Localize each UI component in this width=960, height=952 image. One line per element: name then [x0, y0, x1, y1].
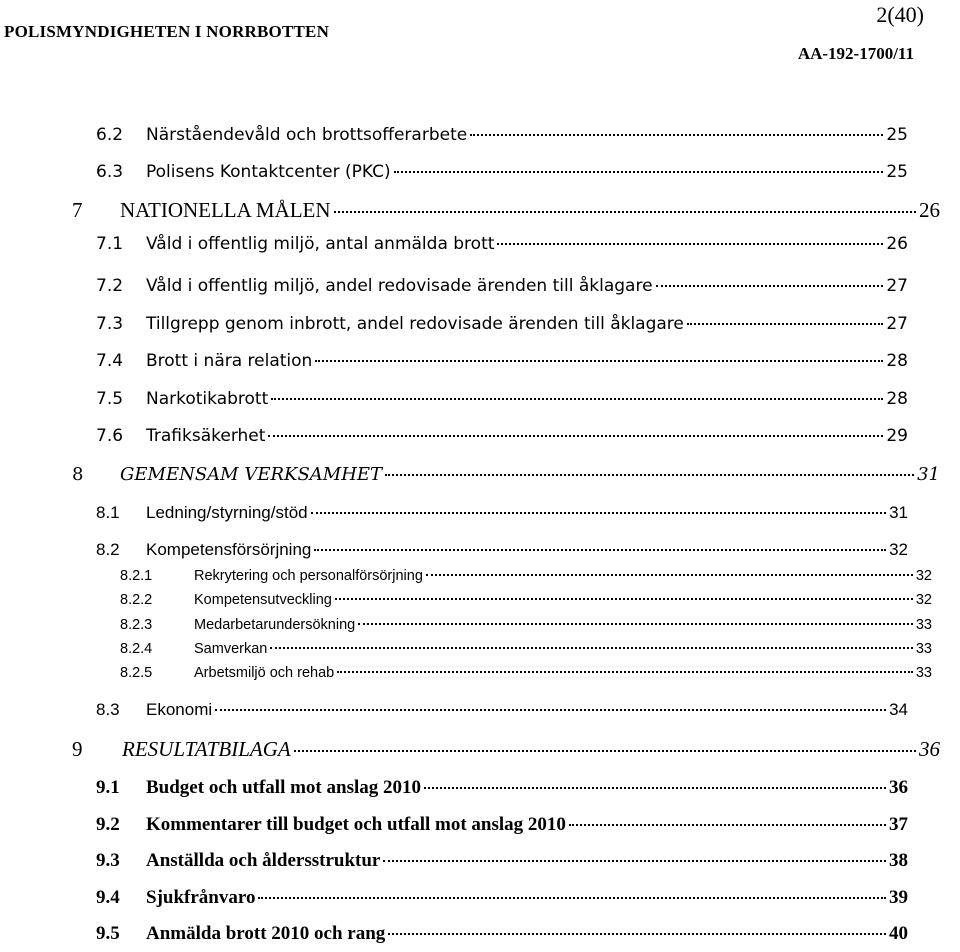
toc-entry-page: 31	[917, 464, 940, 485]
toc-entry-number: 8.2.5	[120, 665, 153, 681]
dot-leader	[426, 574, 913, 576]
toc-entry-page: 37	[889, 814, 908, 835]
dot-leader	[337, 671, 913, 673]
toc-entry-7-5[interactable]	[96, 389, 908, 409]
dot-leader	[314, 549, 886, 551]
toc-entry-number: 8.2	[96, 540, 120, 559]
toc-entry-title: GEMENSAM VERKSAMHET	[120, 464, 383, 485]
toc-entry-page: 26	[886, 234, 908, 254]
toc-entry-number: 7.6	[96, 426, 124, 446]
toc-entry-8-1[interactable]	[96, 503, 908, 523]
dot-leader	[383, 860, 886, 862]
toc-entry-7-2[interactable]	[96, 276, 908, 296]
toc-entry-number: 9.1	[96, 777, 120, 798]
dot-leader	[271, 398, 883, 400]
dot-leader	[268, 435, 883, 437]
toc-entry-9-2[interactable]	[96, 814, 908, 836]
toc-entry-page: 36	[919, 737, 940, 761]
toc-entry-title: Narkotikabrott	[146, 389, 269, 409]
toc-entry-page: 39	[889, 887, 908, 908]
toc-entry-number: 6.3	[96, 162, 124, 182]
toc-entry-9-4[interactable]	[96, 887, 908, 909]
dot-leader	[215, 709, 886, 711]
toc-entry-title: Anmälda brott 2010 och rang	[146, 923, 386, 944]
toc-entry-7-1[interactable]	[96, 234, 908, 254]
dot-leader	[569, 824, 886, 826]
organization-name: POLISMYNDIGHETEN I NORRBOTTEN	[4, 22, 330, 41]
toc-entry-title: Trafiksäkerhet	[146, 426, 266, 446]
dot-leader	[394, 171, 884, 173]
dot-leader	[656, 285, 884, 287]
dot-leader	[315, 360, 883, 362]
toc-entry-number: 9.5	[96, 923, 120, 944]
toc-entry-number: 9.3	[96, 850, 120, 871]
toc-entry-number: 8.3	[96, 700, 120, 719]
toc-entry-page: 25	[886, 125, 908, 145]
toc-entry-7-3[interactable]	[96, 314, 908, 334]
toc-entry-8-2-5[interactable]	[120, 665, 932, 681]
dot-leader	[258, 897, 886, 899]
toc-entry-title: Kompetensutveckling	[194, 592, 332, 608]
toc-entry-page: 28	[886, 389, 908, 409]
toc-entry-page: 32	[915, 568, 932, 584]
toc-entry-8-2-2[interactable]	[120, 592, 932, 608]
toc-entry-title: RESULTATBILAGA	[122, 737, 291, 761]
toc-entry-9-5[interactable]	[96, 923, 908, 945]
dot-leader	[335, 598, 913, 600]
dot-leader	[270, 647, 913, 649]
toc-entry-number: 7.4	[96, 351, 124, 371]
toc-entry-title: Arbetsmiljö och rehab	[194, 665, 335, 681]
dot-leader	[388, 933, 886, 935]
toc-entry-page: 33	[915, 617, 932, 633]
dot-leader	[385, 474, 914, 476]
toc-entry-page: 31	[889, 503, 908, 522]
dot-leader	[294, 750, 916, 752]
toc-entry-number: 9	[72, 737, 83, 761]
toc-entry-title: Våld i offentlig miljö, antal anmälda brott	[146, 234, 495, 254]
toc-entry-title: Sjukfrånvaro	[146, 887, 256, 908]
toc-entry-title: Rekrytering och personalförsörjning	[194, 568, 423, 584]
toc-entry-7[interactable]	[72, 198, 940, 223]
toc-entry-page: 40	[889, 923, 908, 944]
toc-entry-title: Närståendevåld och brottsofferarbete	[146, 125, 468, 145]
toc-entry-number: 8.2.4	[120, 641, 153, 657]
toc-entry-page: 36	[889, 777, 908, 798]
toc-entry-8-2[interactable]	[96, 540, 908, 560]
toc-entry-page: 33	[915, 641, 932, 657]
toc-entry-title: Samverkan	[194, 641, 268, 657]
toc-entry-9-1[interactable]	[96, 777, 908, 799]
dot-leader	[687, 323, 883, 325]
dot-leader	[358, 623, 913, 625]
toc-entry-title: Kommentarer till budget och utfall mot anslag 2010	[146, 814, 566, 835]
toc-entry-page: 27	[886, 276, 908, 296]
page-indicator: 2(40)	[876, 2, 924, 27]
toc-entry-8-2-4[interactable]	[120, 641, 932, 657]
dot-leader	[470, 134, 883, 136]
toc-entry-number: 9.2	[96, 814, 120, 835]
toc-entry-page: 32	[915, 592, 932, 608]
toc-entry-number: 8.1	[96, 503, 120, 522]
dot-leader	[497, 243, 883, 245]
toc-entry-page: 25	[886, 162, 908, 182]
toc-entry-page: 26	[919, 198, 940, 222]
toc-entry-number: 7.3	[96, 314, 124, 334]
toc-entry-title: Ekonomi	[146, 700, 213, 719]
toc-entry-title: Anställda och åldersstruktur	[146, 850, 381, 871]
toc-entry-title: Medarbetarundersökning	[194, 617, 356, 633]
dot-leader	[424, 787, 886, 789]
toc-entry-8-3[interactable]	[96, 700, 908, 720]
toc-entry-page: 33	[915, 665, 932, 681]
toc-entry-title: Tillgrepp genom inbrott, andel redovisade ärenden till åklagare	[146, 314, 684, 334]
toc-entry-number: 7	[72, 198, 83, 222]
toc-entry-8[interactable]	[72, 464, 940, 485]
toc-entry-page: 32	[889, 540, 908, 559]
toc-entry-page: 38	[889, 850, 908, 871]
toc-entry-title: NATIONELLA MÅLEN	[120, 198, 331, 222]
toc-entry-8-2-1[interactable]	[120, 568, 932, 584]
toc-entry-number: 8.2.3	[120, 617, 153, 633]
toc-entry-7-6[interactable]	[96, 426, 908, 446]
toc-entry-page: 34	[889, 700, 908, 719]
toc-entry-6-3[interactable]	[96, 162, 908, 182]
toc-entry-number: 7.1	[96, 234, 124, 254]
toc-entry-8-2-3[interactable]	[120, 617, 932, 633]
toc-entry-title: Ledning/styrning/stöd	[146, 503, 308, 522]
toc-entry-title: Budget och utfall mot anslag 2010	[146, 777, 421, 798]
toc-entry-title: Polisens Kontaktcenter (PKC)	[146, 162, 391, 182]
toc-entry-title: Kompetensförsörjning	[146, 540, 312, 559]
toc-entry-9-3[interactable]	[96, 850, 908, 872]
toc-entry-number: 8.2.2	[120, 592, 153, 608]
toc-entry-number: 6.2	[96, 125, 124, 145]
toc-entry-6-2[interactable]	[96, 125, 908, 145]
toc-entry-number: 9.4	[96, 887, 120, 908]
toc-entry-title: Våld i offentlig miljö, andel redovisade ärenden till åklagare	[146, 276, 653, 296]
toc-entry-page: 28	[886, 351, 908, 371]
dot-leader	[311, 512, 886, 514]
toc-entry-number: 8.2.1	[120, 568, 153, 584]
toc-entry-9[interactable]	[72, 737, 940, 762]
toc-entry-number: 8	[72, 464, 84, 485]
dot-leader	[334, 211, 916, 213]
toc-entry-title: Brott i nära relation	[146, 351, 313, 371]
toc-entry-page: 27	[886, 314, 908, 334]
toc-entry-number: 7.5	[96, 389, 124, 409]
toc-entry-number: 7.2	[96, 276, 124, 296]
toc-entry-7-4[interactable]	[96, 351, 908, 371]
toc-entry-page: 29	[886, 426, 908, 446]
document-reference: AA-192-1700/11	[797, 44, 914, 63]
